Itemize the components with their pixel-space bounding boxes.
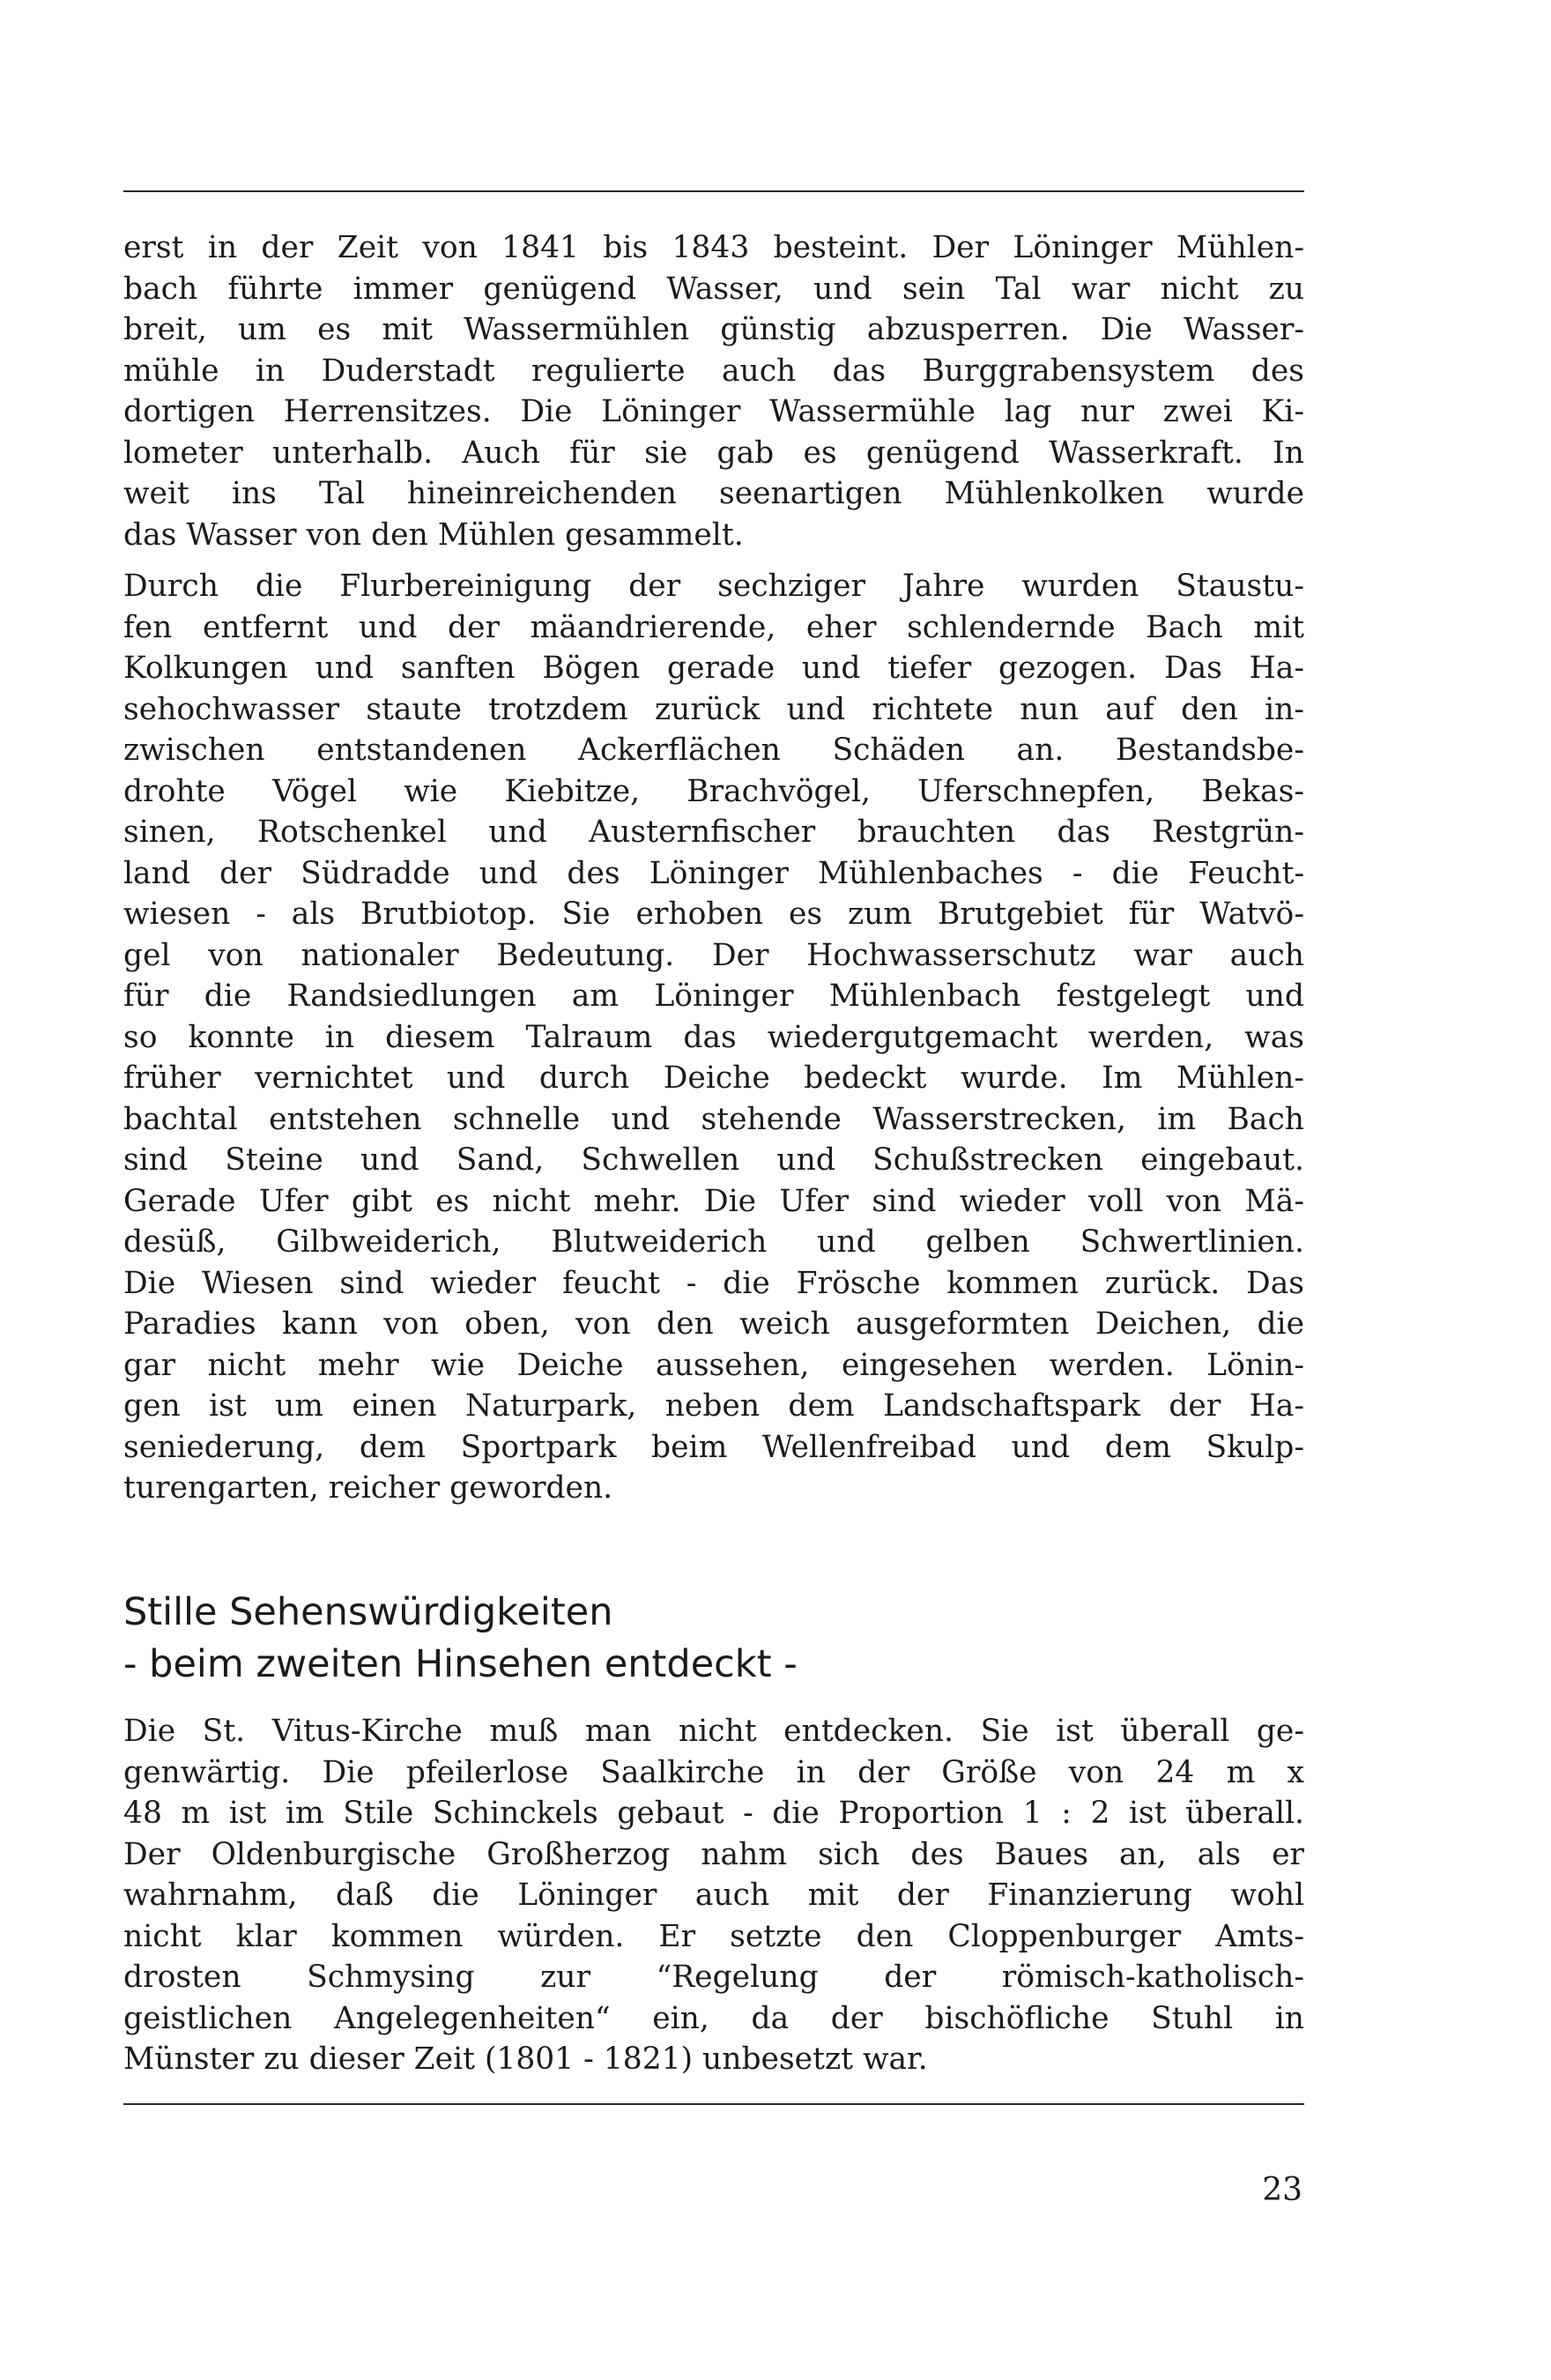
text-line: turengarten, reicher geworden.: [123, 1470, 613, 1506]
text-line: drosten Schmysing zur “Regelung der römisch-katholisch-: [123, 1960, 1304, 1995]
text-line: sind Steine und Sand, Schwellen und Schußstrecken eingebaut.: [123, 1142, 1304, 1178]
text-line: geistlichen Angelegenheiten“ ein, da der bischöfliche Stuhl in: [123, 2000, 1304, 2036]
text-line: fen entfernt und der mäandrierende, eher schlendernde Bach mit: [123, 609, 1304, 645]
text-line: gar nicht mehr wie Deiche aussehen, eingesehen werden. Lönin-: [123, 1347, 1304, 1383]
text-line: nicht klar kommen würden. Er setzte den Cloppenburger Amts-: [123, 1918, 1304, 1954]
text-line: bachtal entstehen schnelle und stehende Wasserstrecken, im Bach: [123, 1101, 1304, 1137]
text-line: drohte Vögel wie Kiebitze, Brachvögel, Uferschnepfen, Bekas-: [123, 773, 1304, 809]
section-heading: [123, 1587, 1304, 1691]
text-line: so konnte in diesem Talraum das wiedergutgemacht werden, was: [123, 1019, 1304, 1055]
text-line: breit, um es mit Wassermühlen günstig abzusperren. Die Wasser-: [123, 312, 1304, 347]
text-line: erst in der Zeit von 1841 bis 1843 besteint. Der Löninger Mühlen-: [123, 230, 1304, 265]
text-line: gen ist um einen Naturpark, neben dem Landschaftspark der Ha-: [123, 1388, 1304, 1424]
paragraph-flurbereinigung: [123, 566, 1304, 1509]
text-line: Gerade Ufer gibt es nicht mehr. Die Ufer sind wieder voll von Mä-: [123, 1183, 1304, 1219]
text-line: wiesen - als Brutbiotop. Sie erhoben es zum Brutgebiet für Watvö-: [123, 896, 1304, 932]
text-line: desüß, Gilbweiderich, Blutweiderich und gelben Schwertlinien.: [123, 1224, 1304, 1260]
text-line: Kolkungen und sanften Bögen gerade und tiefer gezogen. Das Ha-: [123, 651, 1304, 686]
text-line: genwärtig. Die pfeilerlose Saalkirche in der Größe von 24 m x: [123, 1754, 1304, 1790]
text-line: Die St. Vitus-Kirche muß man nicht entdecken. Sie ist überall ge-: [123, 1714, 1304, 1749]
text-line: Der Oldenburgische Großherzog nahm sich des Baues an, als er: [123, 1836, 1304, 1872]
text-line: zwischen entstandenen Ackerflächen Schäden an. Bestandsbe-: [123, 733, 1304, 768]
bottom-rule: [123, 2103, 1304, 2105]
text-line: gel von nationaler Bedeutung. Der Hochwasserschutz war auch: [123, 937, 1304, 973]
text-line: wahrnahm, daß die Löninger auch mit der Finanzierung wohl: [123, 1878, 1304, 1913]
text-line: 48 m ist im Stile Schinckels gebaut - die Proportion 1 : 2 ist überall.: [123, 1796, 1304, 1831]
text-line: Paradies kann von oben, von den weich ausgeformten Deichen, die: [123, 1306, 1304, 1342]
text-line: Die Wiesen sind wieder feucht - die Frösche kommen zurück. Das: [123, 1265, 1304, 1301]
text-line: lometer unterhalb. Auch für sie gab es genügend Wasserkraft. In: [123, 435, 1304, 471]
text-line: dortigen Herrensitzes. Die Löninger Wassermühle lag nur zwei Ki-: [123, 394, 1304, 429]
heading-title: Stille Sehenswürdigkeiten: [123, 1590, 613, 1634]
top-rule: [123, 190, 1304, 192]
text-line: mühle in Duderstadt regulierte auch das Burggrabensystem des: [123, 353, 1304, 389]
page-number: 23: [1262, 2172, 1302, 2208]
paragraph-mill-history: [123, 227, 1304, 555]
text-line: sinen, Rotschenkel und Austernfischer brauchten das Restgrün-: [123, 814, 1304, 850]
text-line: das Wasser von den Mühlen gesammelt.: [123, 517, 744, 553]
text-line: für die Randsiedlungen am Löninger Mühlenbach festgelegt und: [123, 978, 1304, 1014]
heading-subtitle: - beim zweiten Hinsehen entdeckt -: [123, 1642, 798, 1686]
text-line: weit ins Tal hineinreichenden seenartigen Mühlenkolken wurde: [123, 476, 1304, 511]
text-line: sehochwasser staute trotzdem zurück und richtete nun auf den in-: [123, 691, 1304, 727]
text-line: Durch die Flurbereinigung der sechziger Jahre wurden Staustu-: [123, 569, 1304, 604]
text-line: bach führte immer genügend Wasser, und sein Tal war nicht zu: [123, 271, 1304, 307]
text-line: seniederung, dem Sportpark beim Wellenfreibad und dem Skulp-: [123, 1429, 1304, 1465]
text-line: früher vernichtet und durch Deiche bedeckt wurde. Im Mühlen-: [123, 1060, 1304, 1096]
text-line: Münster zu dieser Zeit (1801 - 1821) unbesetzt war.: [123, 2042, 928, 2077]
text-line: land der Südradde und des Löninger Mühlenbaches - die Feucht-: [123, 855, 1304, 891]
paragraph-st-vitus-kirche: [123, 1711, 1304, 2080]
